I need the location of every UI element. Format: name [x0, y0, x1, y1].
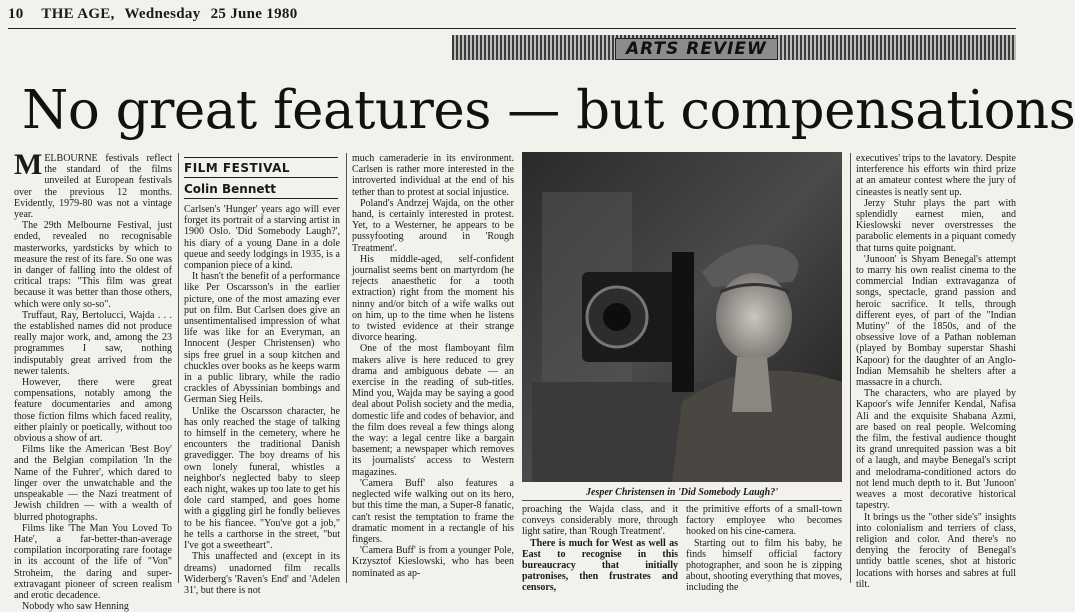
paragraph: It brings us the "other side's" insights into colonialism and terriers of class, religion and color. And there's no denying the ferocity of Benegal's untidy battle scenes, shot at historic locations with horses and sabres at full tilt. [856, 511, 1016, 590]
paragraph: Starting out to film his baby, he finds himself official factory photographer, and soon he is zipping about, shooting everything that moves, including the [686, 537, 842, 594]
paragraph: 'Junoon' is Shyam Benegal's attempt to marry his own realist cinema to the commercial Indian extravaganza of songs, spectacle, grand passion and heroic sacrifice. It tells, through different eyes, of part of the "Indian Mutiny" of the 1850s, and of the obsessive love of a Pathan nobleman (played by Bombay superstar Shashi Kapoor) for the daughter of an Anglo-Indian Memsahib he shelters after a massacre in a church. [856, 253, 1016, 389]
photo-jesper-christensen [522, 152, 842, 482]
column-divider [850, 153, 851, 583]
paragraph: Films like 'The Man You Loved To Hate', a far-better-than-average compilation incorporating rare footage in its account of the life of "Von" Stroheim, the daring and super-extravagant pioneer of screen realism and erotic decadence. [14, 522, 172, 601]
article-kicker: FILM FESTIVAL [184, 161, 291, 175]
paper-name: THE AGE, [41, 6, 115, 22]
article-column-4 [522, 504, 678, 594]
kicker-rule-top [184, 157, 338, 158]
article-column-2 [184, 204, 340, 596]
paragraph: 'Camera Buff' also features a neglected wife walking out on its hero, but this time the man, a Super-8 fanatic, can't resist the temptation to frame the dramatic moment in a rectangle of his fingers. [352, 477, 514, 545]
column-divider [346, 153, 347, 583]
article-column-3 [352, 153, 514, 585]
lead-paragraph: MELBOURNE festivals reflect the standard of the films unveiled at European festivals over the previous 12 months. Evidently, 1979-80 was not a vintage year. [14, 148, 172, 221]
issue-date: 25 June 1980 [210, 6, 298, 22]
paragraph: Unlike the Oscarsson character, he has only reached the stage of talking to himself in the cemetery, where he encounters the traditional Danish gravedigger. The boy dreams of his own lonely funeral, whistles a neighbor's neglected baby to sleep each night, wakes up too late to get his dole card stamped, and goes home with a giggling girl he fondly believes to be his fiancee. "You've got a job," he tells a carthorse in the street, "but I've got a sweetheart". [184, 405, 340, 552]
issue-day: Wednesday [124, 6, 201, 22]
page-number: 10 [8, 6, 24, 22]
masthead-rule [8, 28, 1016, 29]
paragraph: However, there were great compensations, notably among the feature documentaries and among those fiction films which faced reality, either plainly or poetically, without too obvious a show of art. [14, 377, 172, 445]
paragraph: There is much for West as well as East to recognise in this bureaucracy that initially patronises, then frustrates and censors, [522, 537, 678, 594]
headline: No great features — but compensations [22, 80, 1075, 141]
caption-rule [522, 500, 842, 501]
paragraph: Truffaut, Ray, Bertolucci, Wajda . . . the established names did not produce really major work, and, among the 23 programmes I saw, nothing indisputably great arrived from the newer talents. [14, 309, 172, 377]
paragraph: The 29th Melbourne Festival, just ended, revealed no recognisable masterworks, yardsticks by which to measure the rest of its fare. So one was in danger of falling into the oldest of critical traps: "This film was great because it was better than those others, which were only so-so". [14, 220, 172, 310]
paragraph: The characters, who are played by Kapoor's wife Jennifer Kendal, Nafisa Ali and the exquisite Shabana Azmi, are based on real people. Welcoming the film, the festival audience thought its grand unrequited passion was a bit of a laugh, and maybe Benegal's script and melodrama-conditioned actors do not lend much depth to it. But 'Junoon' weaves a most decorative historical tapestry. [856, 388, 1016, 512]
article-column-5 [686, 504, 842, 594]
paragraph: 'Camera Buff' is from a younger Pole, Krzysztof Kieslowski, who has been nominated as ap- [352, 545, 514, 579]
byline: Colin Bennett [184, 182, 276, 196]
photo-caption: Jesper Christensen in 'Did Somebody Laugh?' [586, 487, 778, 498]
paragraph: Carlsen's 'Hunger' years ago will ever forget its portrait of a starving artist in 1900 Oslo. 'Did Somebody Laugh?', his diary of a young Dane in a dole queue and seedy lodgings in 1935, is a companion piece of a kind. [184, 204, 340, 272]
paragraph: One of the most flamboyant film makers alive is here reduced to grey drama and ambiguous debate — an exercise in the reading of sub-titles. Mind you, Wajda may be saying a good deal about Polish society and the media, domestic life and codes of behavior, and the film does reveal a few things along the way: a legal centre like a bargain basement; a newspaper which removes its journalists' access to Western magazines. [352, 343, 514, 478]
paragraph: It hasn't the benefit of a performance like Per Oscarsson's in the earlier picture, one of the most amazing ever put on film. But Carlsen does give an unsentimentalised impression of what life was like for an Everyman, an Innocent (Jesper Christensen) who sips free gruel in a soup kitchen and chuckles over books as he keeps warm in a public library, while the radio crackles of Abyssinian bombings and German Sieg Heils. [184, 271, 340, 406]
paragraph: Films like the American 'Best Boy' and the Belgian compilation 'In the Name of the Fuhrer', which dared to linger over the unwatchable and the unspeakable — the Nazi treatment of Jewish children — with a wealth of blurred photographs. [14, 444, 172, 523]
kicker-rule-bottom [184, 177, 338, 178]
article-column-6 [856, 153, 1016, 590]
paragraph: much cameraderie in its environment. Carlsen is rather more interested in the introverted individual at the end of his tether than to protest at social injustice. [352, 153, 514, 198]
paragraph: His middle-aged, self-confident journalist seems bent on martyrdom (he rejects anaesthetic for a tooth extraction) right from the moment his ninny and/or bitch of a wife walks out on him, up to the time when he listens to twisted evidence at their strange divorce hearing. [352, 253, 514, 344]
paragraph: executives' trips to the lavatory. Despite interference his efforts win third prize at an amateur contest where the jury of cineastes is neatly sent up. [856, 153, 1016, 198]
paragraph: Poland's Andrzej Wajda, on the other hand, is certainly interested in protest. Yet, to a Westerner, he appears to be pussyfooting around in 'Rough Treatment'. [352, 197, 514, 254]
paragraph: the primitive efforts of a small-town factory employee who becomes hooked on his cine-camera. [686, 504, 842, 538]
drop-cap: M [14, 148, 43, 181]
section-label: ARTS REVIEW [615, 38, 778, 60]
paragraph: This unaffected and (except in its dreams) unadorned film recalls Widerberg's 'Raven's End' and 'Adelen 31', but there is not [184, 551, 340, 596]
paragraph: proaching the Wajda class, and it conveys considerably more, through light satire, than 'Rough Treatment'. [522, 504, 678, 538]
article-column-1 [14, 148, 172, 612]
column-divider [178, 153, 179, 583]
byline-rule [184, 198, 338, 199]
paragraph: Jerzy Stuhr plays the part with splendidly earnest mien, and Kieslowski never overstresses the parabolic elements in a piquant comedy that turns quite poignant. [856, 197, 1016, 254]
photo-image [522, 152, 842, 482]
masthead [8, 6, 1018, 28]
paragraph: Nobody who saw Henning [22, 601, 129, 612]
